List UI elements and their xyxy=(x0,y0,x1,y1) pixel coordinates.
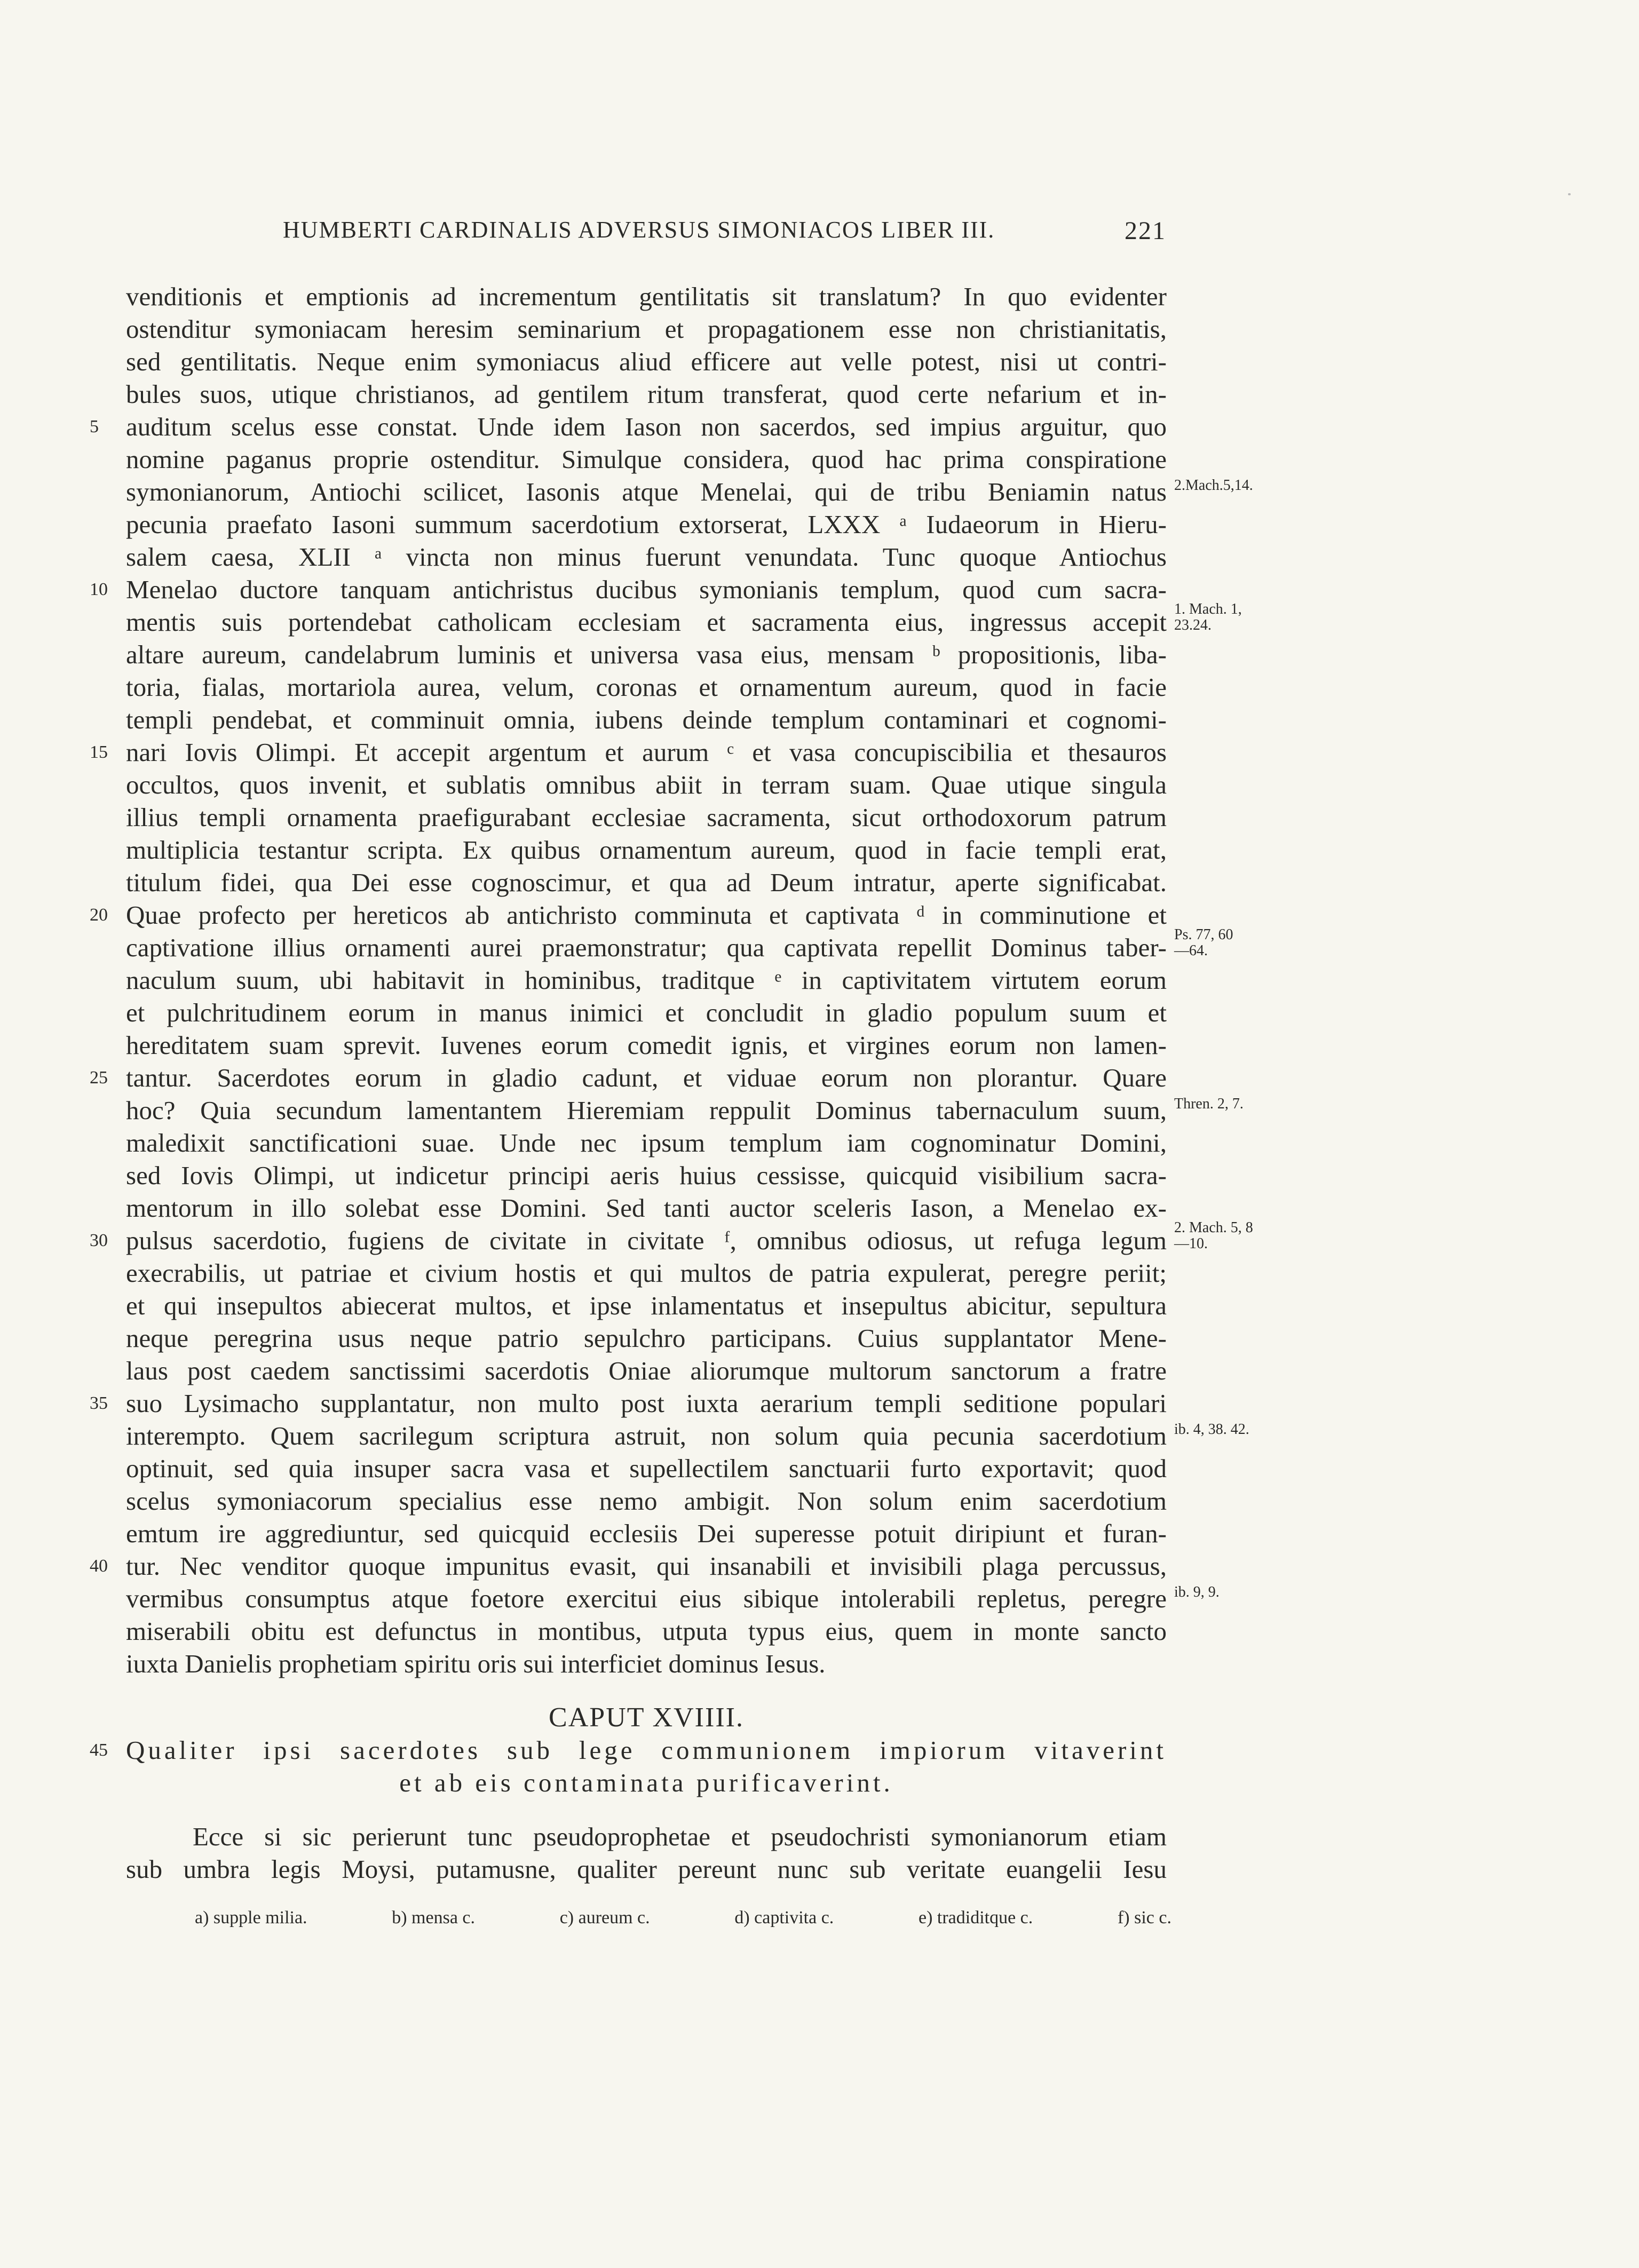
text-line xyxy=(0,410,1639,443)
margin-reference: 2.Mach.5,14. xyxy=(1174,477,1253,494)
line-text: illius templi ornamenta praefigurabant ecclesiae sacramenta, sicut orthodoxorum patrum xyxy=(126,803,1167,832)
text-line xyxy=(0,1647,1639,1680)
line-number: 5 xyxy=(90,417,99,437)
text-line xyxy=(0,1159,1639,1192)
text-line xyxy=(0,1517,1639,1550)
line-text: occultos, quos invenit, et sublatis omnibus abiit in terram suam. Quae utique singula xyxy=(126,770,1167,799)
text-line xyxy=(0,638,1639,671)
line-text: mentis suis portendebat catholicam ecclesiam et sacramenta eius, ingressus accepit xyxy=(126,607,1167,637)
chapter-rubric: et ab eis contaminata purificaverint. xyxy=(399,1768,893,1797)
spacer xyxy=(0,1799,1639,1820)
line-text: tur. Nec venditor quoque impunitus evasit, qui insanabili et invisibili plaga percussus, xyxy=(126,1551,1167,1581)
line-text: hereditatem suam sprevit. Iuvenes eorum comedit ignis, et virgines eorum non lamen- xyxy=(126,1030,1167,1060)
text-line xyxy=(0,1192,1639,1224)
line-text: naculum suum, ubi habitavit in hominibus, traditque ᵉ in captivitatem virtutem eorum xyxy=(126,965,1167,995)
text-line xyxy=(0,1061,1639,1094)
line-text: neque peregrina usus neque patrio sepulchro participans. Cuius supplantator Mene- xyxy=(126,1323,1167,1353)
text-line xyxy=(0,280,1639,313)
line-text: auditum scelus esse constat. Unde idem Iason non sacerdos, sed impius arguitur, quo xyxy=(126,412,1167,441)
text-line xyxy=(0,964,1639,996)
line-text: interempto. Quem sacrilegum scriptura astruit, non solum quia pecunia sacerdotium xyxy=(126,1421,1167,1450)
text-line xyxy=(0,541,1639,573)
chapter-rubric: Qualiter ipsi sacerdotes sub lege communionem impiorum vitaverint xyxy=(126,1735,1167,1765)
text-line xyxy=(0,1289,1639,1322)
footnote: a) supple milia. xyxy=(195,1908,307,1928)
text-line xyxy=(0,996,1639,1029)
margin-reference: 2. Mach. 5, 8 —10. xyxy=(1174,1219,1253,1252)
line-text: sed Iovis Olimpi, ut indicetur principi aeris huius cessisse, quicquid visibilium sacra- xyxy=(126,1161,1167,1190)
line-text: maledixit sanctificationi suae. Unde nec ipsum templum iam cognominatur Domini, xyxy=(126,1128,1167,1157)
line-text: venditionis et emptionis ad incrementum gentilitatis sit translatum? In quo evidenter xyxy=(126,282,1167,311)
text-line xyxy=(0,1420,1639,1452)
line-text: suo Lysimacho supplantatur, non multo post iuxta aerarium templi seditione populari xyxy=(126,1389,1167,1418)
chapter-rubric-line xyxy=(0,1734,1639,1766)
line-text: tantur. Sacerdotes eorum in gladio cadunt, et viduae eorum non plorantur. Quare xyxy=(126,1063,1167,1092)
line-text: emtum ire aggrediuntur, sed quicquid ecclesiis Dei superesse potuit diripiunt et furan- xyxy=(126,1519,1167,1548)
footnote: f) sic c. xyxy=(1117,1908,1171,1928)
line-text: vermibus consumptus atque foetore exercitui eius sibique intolerabili repletus, peregre xyxy=(126,1584,1167,1613)
line-text: salem caesa, XLII ᵃ vincta non minus fuerunt venundata. Tunc quoque Antiochus xyxy=(126,542,1167,572)
page-number: 221 xyxy=(1125,217,1166,245)
line-text: sub umbra legis Moysi, putamusne, qualiter pereunt nunc sub veritate euangelii Iesu xyxy=(126,1854,1167,1884)
margin-reference: Thren. 2, 7. xyxy=(1174,1096,1244,1112)
line-number: 45 xyxy=(90,1740,108,1760)
line-text: Menelao ductore tanquam antichristus ducibus symonianis templum, quod cum sacra- xyxy=(126,575,1167,604)
margin-reference: ib. 9, 9. xyxy=(1174,1584,1220,1600)
line-text: sed gentilitatis. Neque enim symoniacus aliud efficere aut velle potest, nisi ut contri- xyxy=(126,347,1167,376)
text-line xyxy=(0,1615,1639,1647)
text-line xyxy=(0,1485,1639,1517)
text-line xyxy=(0,378,1639,410)
line-text: pulsus sacerdotio, fugiens de civitate in civitate ᶠ, omnibus odiosus, ut refuga legum xyxy=(126,1226,1167,1255)
line-text: scelus symoniacorum specialius esse nemo ambigit. Non solum enim sacerdotium xyxy=(126,1486,1167,1516)
line-text: titulum fidei, qua Dei esse cognoscimur, et qua ad Deum intratur, aperte significabat. xyxy=(126,868,1167,897)
text-line xyxy=(0,1853,1639,1885)
text-line xyxy=(0,345,1639,378)
margin-reference: ib. 4, 38. 42. xyxy=(1174,1421,1249,1438)
line-text: pecunia praefato Iasoni summum sacerdotium extorserat, LXXX ᵃ Iudaeorum in Hieru- xyxy=(126,510,1167,539)
text-line xyxy=(0,899,1639,931)
text-line xyxy=(0,443,1639,475)
line-number: 20 xyxy=(90,905,108,925)
line-text: nari Iovis Olimpi. Et accepit argentum et aurum ᶜ et vasa concupiscibilia et thesauros xyxy=(126,738,1167,767)
text-line xyxy=(0,703,1639,736)
footnotes xyxy=(195,1908,1171,1934)
line-text: multiplicia testantur scripta. Ex quibus ornamentum aureum, quod in facie templi erat, xyxy=(126,835,1167,865)
line-text: iuxta Danielis prophetiam spiritu oris sui interficiet dominus Iesus. xyxy=(126,1649,826,1678)
text-line xyxy=(0,601,1639,638)
line-text: optinuit, sed quia insuper sacra vasa et supellectilem sanctuarii furto exportavit; quod xyxy=(126,1454,1167,1483)
line-text: templi pendebat, et comminuit omnia, iubens deinde templum contaminari et cognomi- xyxy=(126,705,1167,734)
margin-reference: 1. Mach. 1, 23.24. xyxy=(1174,601,1242,633)
line-text: execrabilis, ut patriae et civium hostis et qui multos de patria expulerat, peregre periit; xyxy=(126,1258,1167,1288)
line-text: mentorum in illo solebat esse Domini. Sed tanti auctor sceleris Iason, a Menelao ex- xyxy=(126,1193,1167,1223)
text-line xyxy=(0,1094,1639,1127)
text-line xyxy=(0,1582,1639,1615)
spacer xyxy=(0,1680,1639,1701)
line-text: Ecce si sic perierunt tunc pseudoprophetae et pseudochristi symonianorum etiam xyxy=(193,1822,1167,1851)
line-text: et qui insepultos abiecerat multos, et ipse inlamentatus et insepultus abicitur, sepultura xyxy=(126,1291,1167,1320)
body-text xyxy=(0,280,1639,1885)
text-line xyxy=(0,573,1639,606)
line-text: nomine paganus proprie ostenditur. Simulque considera, quod hac prima conspiratione xyxy=(126,445,1167,474)
line-number: 30 xyxy=(90,1231,108,1250)
text-line xyxy=(0,736,1639,768)
line-text: miserabili obitu est defunctus in montibus, utputa typus eius, quem in monte sancto xyxy=(126,1616,1167,1646)
text-line xyxy=(0,1550,1639,1582)
chapter-heading-line xyxy=(0,1701,1639,1734)
text-line xyxy=(0,866,1639,899)
line-text: bules suos, utique christianos, ad gentilem ritum transferat, quod certe nefarium et in- xyxy=(126,379,1167,409)
running-head xyxy=(283,216,1270,248)
footnote: e) tradiditque c. xyxy=(918,1908,1033,1928)
line-text: hoc? Quia secundum lamentantem Hieremiam reppulit Dominus tabernaculum suum, xyxy=(126,1096,1167,1125)
text-line xyxy=(0,1219,1639,1257)
text-line xyxy=(0,1127,1639,1159)
line-number: 15 xyxy=(90,742,108,762)
running-title: HUMBERTI CARDINALIS ADVERSUS SIMONIACOS LIBER III. xyxy=(283,217,995,243)
line-number: 35 xyxy=(90,1393,108,1413)
line-number: 10 xyxy=(90,580,108,599)
line-text: symonianorum, Antiochi scilicet, Iasonis atque Menelai, qui de tribu Beniamin natus xyxy=(126,477,1167,506)
line-text: ostenditur symoniacam heresim seminarium et propagationem esse non christianitatis, xyxy=(126,314,1167,344)
text-line xyxy=(0,671,1639,703)
text-line xyxy=(0,834,1639,866)
chapter-heading: CAPUT XVIIII. xyxy=(549,1702,744,1733)
line-text: et pulchritudinem eorum in manus inimici et concludit in gladio populum suum et xyxy=(126,998,1167,1027)
text-line xyxy=(0,1257,1639,1289)
text-line xyxy=(0,1354,1639,1387)
text-line xyxy=(0,926,1639,964)
margin-reference: Ps. 77, 60 —64. xyxy=(1174,926,1233,959)
text-line xyxy=(0,475,1639,508)
line-text: altare aureum, candelabrum luminis et universa vasa eius, mensam ᵇ propositionis, liba- xyxy=(126,640,1167,669)
line-text: toria, fialas, mortariola aurea, velum, coronas et ornamentum aureum, quod in facie xyxy=(126,672,1167,702)
text-line xyxy=(0,1322,1639,1354)
text-line xyxy=(0,1029,1639,1061)
footnote: d) captivita c. xyxy=(734,1908,834,1928)
chapter-rubric-line xyxy=(0,1766,1639,1799)
text-line xyxy=(0,768,1639,801)
text-line xyxy=(0,1452,1639,1485)
line-text: Quae profecto per hereticos ab antichristo comminuta et captivata ᵈ in comminutione et xyxy=(126,900,1167,930)
line-number: 40 xyxy=(90,1556,108,1576)
text-line xyxy=(0,801,1639,834)
line-number: 25 xyxy=(90,1068,108,1088)
line-text: laus post caedem sanctissimi sacerdotis Oniae aliorumque multorum sanctorum a fratre xyxy=(126,1356,1167,1385)
text-line xyxy=(0,1820,1639,1853)
line-text: captivatione illius ornamenti aurei praemonstratur; qua captivata repellit Dominus taber- xyxy=(126,933,1167,962)
text-line xyxy=(0,508,1639,541)
text-line xyxy=(0,313,1639,345)
footnote: b) mensa c. xyxy=(392,1908,476,1928)
page-mark xyxy=(1568,193,1571,195)
footnote: c) aureum c. xyxy=(559,1908,650,1928)
text-line xyxy=(0,1387,1639,1420)
